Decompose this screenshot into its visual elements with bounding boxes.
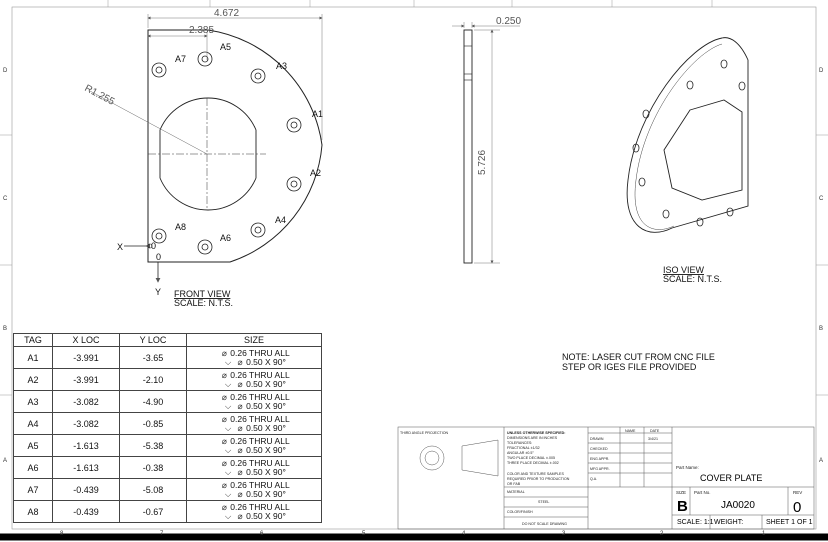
dim-height: 5.726	[477, 149, 488, 175]
axis-x-label: X	[117, 242, 124, 252]
diameter-icon: ⌀	[237, 488, 243, 499]
table-row: A6 -1.613 -0.38 ⌀ 0.26 THRU ALL ⌵ ⌀ 0.50 X 90°	[14, 457, 322, 479]
countersink-icon: ⌵	[224, 466, 232, 477]
countersink-icon: ⌵	[224, 400, 232, 411]
svg-text:FRACTIONAL ±1/32: FRACTIONAL ±1/32	[507, 446, 540, 450]
front-view	[83, 8, 323, 308]
diameter-icon: ⌀	[221, 479, 227, 490]
hole-label: A7	[175, 54, 187, 64]
zone-row-label: D	[3, 68, 8, 74]
svg-text:TWO PLACE DECIMAL ±.005: TWO PLACE DECIMAL ±.005	[507, 456, 555, 460]
scale-label: SCALE: 1:1	[677, 519, 714, 526]
role-qa: Q.A.	[590, 477, 598, 481]
size-value: B	[677, 498, 688, 515]
hole-a3	[251, 69, 265, 83]
axis-y-label: Y	[155, 287, 162, 297]
hole-label: A4	[275, 215, 287, 225]
zone-col-label: 4	[462, 531, 466, 537]
hole-label: A3	[276, 61, 288, 71]
dim-thickness: 0.250	[496, 16, 522, 27]
sheet-label: SHEET 1 OF 1	[766, 519, 813, 526]
zone-col-label: 5	[362, 531, 366, 537]
zone-row-label: C	[3, 196, 8, 202]
rev-label: REV	[793, 490, 803, 495]
origin-x-label: 0	[151, 241, 157, 251]
diameter-icon: ⌀	[221, 391, 227, 402]
drawn-date: 3/4/21	[648, 437, 658, 441]
diameter-icon: ⌀	[237, 466, 243, 477]
hole-a4	[251, 223, 265, 237]
zone-row-label: B	[819, 326, 824, 332]
diameter-icon: ⌀	[237, 378, 243, 389]
hole-label: A8	[175, 222, 187, 232]
dim-radius: R1.255	[82, 82, 117, 108]
size-label: SIZE	[676, 490, 687, 495]
diameter-icon: ⌀	[221, 435, 227, 446]
svg-text:REQUIRED PRIOR TO PRODUCTION: REQUIRED PRIOR TO PRODUCTION	[507, 477, 570, 481]
col-y-loc: Y LOC	[120, 334, 187, 347]
diameter-icon: ⌀	[237, 444, 243, 455]
zone-col-label: 6	[260, 531, 264, 537]
rev-value: 0	[793, 499, 802, 516]
part-no: JA0020	[721, 500, 755, 511]
date-header: DATE	[650, 429, 660, 433]
svg-text:TOLERANCES:: TOLERANCES:	[507, 441, 533, 445]
svg-text:DIMENSIONS ARE IN INCHES: DIMENSIONS ARE IN INCHES	[507, 436, 558, 440]
zone-col-label: 1	[762, 531, 766, 537]
col-tag: TAG	[14, 334, 53, 347]
countersink-icon: ⌵	[224, 444, 232, 455]
hole-a7	[152, 63, 166, 77]
dim-half-width: 2.385	[189, 25, 215, 36]
diameter-icon: ⌀	[221, 347, 227, 358]
svg-text:OR FAB: OR FAB	[507, 482, 521, 486]
hole-a6	[198, 240, 212, 254]
part-no-label: Part No.	[694, 490, 711, 495]
col-size: SIZE	[187, 334, 322, 347]
front-view-title: FRONT VIEW	[174, 289, 231, 299]
name-header: NAME	[625, 429, 636, 433]
role-mfg: MFG APPR.	[590, 467, 610, 471]
svg-text:COLOR/FINISH: COLOR/FINISH	[507, 510, 533, 514]
svg-text:THREE PLACE DECIMAL ±.002: THREE PLACE DECIMAL ±.002	[507, 461, 559, 465]
part-name: COVER PLATE	[700, 473, 763, 483]
zone-col-label: 8	[60, 531, 64, 537]
hole-label: A5	[220, 42, 232, 52]
hole-label: A2	[310, 168, 322, 178]
zone-col-label: 2	[660, 531, 664, 537]
svg-text:COLOR AND TEXTURE SAMPLES: COLOR AND TEXTURE SAMPLES	[507, 472, 564, 476]
hole-a1	[287, 118, 301, 132]
svg-text:DO NOT SCALE DRAWING: DO NOT SCALE DRAWING	[522, 522, 567, 526]
table-row: A4 -3.082 -0.85 ⌀ 0.26 THRU ALL ⌵ ⌀ 0.50 X 90°	[14, 413, 322, 435]
zone-row-label: B	[3, 326, 8, 332]
front-view-scale: SCALE: N.T.S.	[174, 298, 234, 308]
svg-text:STEEL: STEEL	[538, 500, 550, 504]
note-line: STEP OR IGES FILE PROVIDED	[562, 362, 697, 372]
countersink-icon: ⌵	[224, 488, 232, 499]
iso-view-title: ISO VIEW	[663, 265, 705, 275]
weight-label: WEIGHT:	[714, 519, 744, 526]
countersink-icon: ⌵	[224, 510, 232, 521]
diameter-icon: ⌀	[221, 413, 227, 424]
table-row: A3 -3.082 -4.90 ⌀ 0.26 THRU ALL ⌵ ⌀ 0.50 X 90°	[14, 391, 322, 413]
hole-a2	[287, 177, 301, 191]
countersink-icon: ⌵	[224, 378, 232, 389]
note-line: NOTE: LASER CUT FROM CNC FILE	[562, 352, 715, 362]
diameter-icon: ⌀	[221, 501, 227, 512]
svg-text:ANGULAR ±0.5°: ANGULAR ±0.5°	[507, 451, 534, 455]
part-name-label: Part Name:	[676, 465, 699, 470]
diameter-icon: ⌀	[237, 422, 243, 433]
hole-table-header	[14, 334, 322, 347]
laser-cut-note	[562, 352, 715, 372]
iso-view	[627, 38, 748, 284]
zone-row-label: C	[819, 196, 824, 202]
hole-table	[13, 333, 322, 523]
col-x-loc: X LOC	[53, 334, 120, 347]
diameter-icon: ⌀	[221, 369, 227, 380]
zone-col-label: 7	[160, 531, 164, 537]
diameter-icon: ⌀	[221, 457, 227, 468]
countersink-icon: ⌵	[224, 356, 232, 367]
side-view	[452, 16, 521, 263]
zone-row-label: A	[819, 458, 824, 464]
iso-view-scale: SCALE: N.T.S.	[663, 274, 723, 284]
table-row: A5 -1.613 -5.38 ⌀ 0.26 THRU ALL ⌵ ⌀ 0.50 X 90°	[14, 435, 322, 457]
dim-width: 4.672	[214, 8, 240, 19]
svg-text:MATERIAL: MATERIAL	[507, 490, 525, 494]
diameter-icon: ⌀	[237, 400, 243, 411]
countersink-icon: ⌵	[224, 422, 232, 433]
role-eng: ENG APPR.	[590, 457, 610, 461]
hole-a5	[198, 52, 212, 66]
table-row: A1 -3.991 -3.65 ⌀ 0.26 THRU ALL ⌵ ⌀ 0.50 X 90°	[14, 347, 322, 369]
zone-row-label: A	[3, 458, 8, 464]
zone-col-label: 3	[562, 531, 566, 537]
zone-row-label: D	[819, 68, 824, 74]
table-row: A8 -0.439 -0.67 ⌀ 0.26 THRU ALL ⌵ ⌀ 0.50 X 90°	[14, 501, 322, 523]
projection-label: THIRD ANGLE PROJECTION	[400, 431, 449, 435]
table-row: A7 -0.439 -5.08 ⌀ 0.26 THRU ALL ⌵ ⌀ 0.50 X 90°	[14, 479, 322, 501]
diameter-icon: ⌀	[237, 510, 243, 521]
origin-y-label: 0	[156, 252, 162, 262]
diameter-icon: ⌀	[237, 356, 243, 367]
svg-text:UNLESS OTHERWISE SPECIFIED:: UNLESS OTHERWISE SPECIFIED:	[507, 431, 566, 435]
role-drawn: DRAWN	[590, 437, 604, 441]
role-checked: CHECKED	[590, 447, 608, 451]
hole-label: A6	[220, 233, 232, 243]
spec-text	[507, 431, 570, 526]
table-row: A2 -3.991 -2.10 ⌀ 0.26 THRU ALL ⌵ ⌀ 0.50 X 90°	[14, 369, 322, 391]
hole-label: A1	[312, 109, 324, 119]
